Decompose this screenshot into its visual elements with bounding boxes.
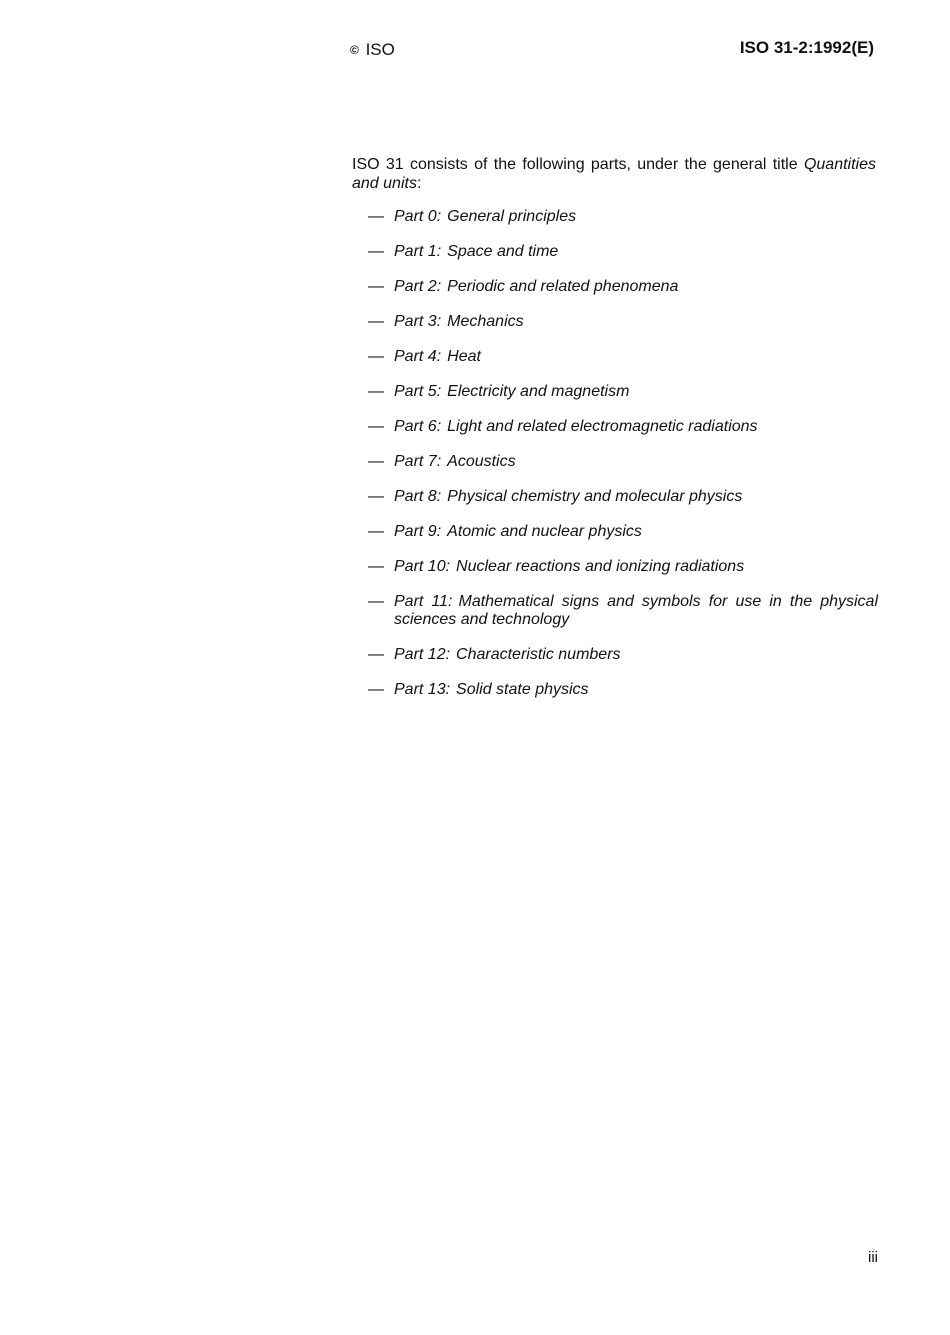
part-title: Characteristic numbers xyxy=(456,646,621,663)
list-item xyxy=(368,278,878,296)
header-copyright xyxy=(350,40,395,60)
part-entry xyxy=(394,243,878,261)
list-dash: — xyxy=(368,593,384,610)
list-item xyxy=(368,383,878,401)
part-number: Part 4: xyxy=(394,348,442,365)
intro-title: Quantities and units xyxy=(352,156,876,192)
part-number: Part 1: xyxy=(394,243,442,260)
part-title: Periodic and related phenomena xyxy=(447,278,679,295)
list-dash: — xyxy=(368,523,384,540)
part-title: Heat xyxy=(447,348,481,365)
part-entry xyxy=(394,383,878,401)
part-number: Part 8: xyxy=(394,488,442,505)
list-dash: — xyxy=(368,348,384,365)
part-title: Mechanics xyxy=(447,313,524,330)
part-entry xyxy=(394,348,878,366)
part-number: Part 10: xyxy=(394,558,451,575)
part-number: Part 7: xyxy=(394,453,442,470)
list-item xyxy=(368,681,878,699)
list-dash: — xyxy=(368,208,384,225)
part-entry xyxy=(394,558,878,576)
list-item xyxy=(368,243,878,261)
list-item xyxy=(368,453,878,471)
list-item xyxy=(368,488,878,506)
list-item xyxy=(368,313,878,331)
copyright-icon: © xyxy=(350,43,359,57)
intro-end: : xyxy=(416,175,422,192)
part-number: Part 3: xyxy=(394,313,442,330)
list-dash: — xyxy=(368,488,384,505)
intro-paragraph xyxy=(352,155,876,193)
list-dash: — xyxy=(368,558,384,575)
intro-text: ISO 31 consists of the following parts, under the general title xyxy=(352,156,804,173)
list-dash: — xyxy=(368,418,384,435)
list-item xyxy=(368,208,878,226)
part-title: Space and time xyxy=(447,243,559,260)
page-number: iii xyxy=(868,1249,878,1266)
part-number: Part 0: xyxy=(394,208,442,225)
part-number: Part 2: xyxy=(394,278,442,295)
part-entry xyxy=(394,523,878,541)
list-item xyxy=(368,593,878,629)
part-number: Part 13: xyxy=(394,681,451,698)
part-number: Part 5: xyxy=(394,383,442,400)
part-entry xyxy=(394,208,878,226)
part-number: Part 6: xyxy=(394,418,442,435)
part-number: Part 12: xyxy=(394,646,451,663)
list-dash: — xyxy=(368,313,384,330)
list-dash: — xyxy=(368,681,384,698)
list-item xyxy=(368,646,878,664)
part-entry xyxy=(394,278,878,296)
part-title: Physical chemistry and molecular physics xyxy=(447,488,743,505)
header-standard-number: ISO 31-2:1992(E) xyxy=(739,38,874,57)
list-item xyxy=(368,558,878,576)
part-title: Solid state physics xyxy=(456,681,589,698)
list-item xyxy=(368,418,878,436)
list-item xyxy=(368,523,878,541)
header-org: ISO xyxy=(365,40,395,59)
part-entry xyxy=(394,313,878,331)
part-entry xyxy=(394,418,878,436)
part-entry xyxy=(394,453,878,471)
part-number: Part 9: xyxy=(394,523,442,540)
part-number: Part 11: xyxy=(394,593,453,610)
list-dash: — xyxy=(368,646,384,663)
list-dash: — xyxy=(368,453,384,470)
part-title: Electricity and magnetism xyxy=(447,383,630,400)
list-dash: — xyxy=(368,383,384,400)
list-dash: — xyxy=(368,243,384,260)
part-entry xyxy=(394,593,878,629)
part-entry xyxy=(394,646,878,664)
part-title: Acoustics xyxy=(447,453,516,470)
part-title: Nuclear reactions and ionizing radiations xyxy=(456,558,745,575)
list-item xyxy=(368,348,878,366)
part-entry xyxy=(394,681,878,699)
part-title: Mathematical signs and symbols for use in the physical sciences and technology xyxy=(394,593,879,628)
list-dash: — xyxy=(368,278,384,295)
part-title: Atomic and nuclear physics xyxy=(447,523,642,540)
parts-list xyxy=(368,208,878,716)
part-title: Light and related electromagnetic radiations xyxy=(447,418,758,435)
part-entry xyxy=(394,488,878,506)
part-title: General principles xyxy=(447,208,577,225)
